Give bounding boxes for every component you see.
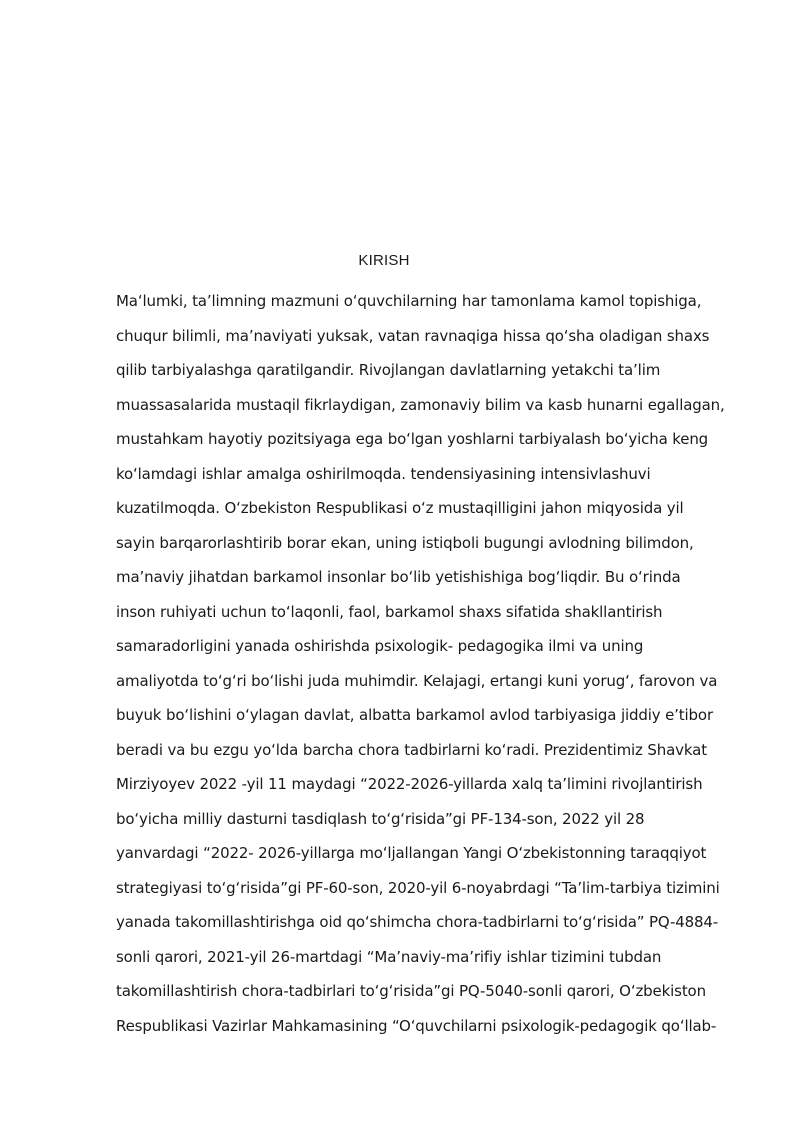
text-line: Respublikasi Vazirlar Mahkamasining “Oʻquvchilarni psixologik-pedagogik qoʻllab-: [116, 1016, 717, 1035]
section-heading: KIRISH: [358, 252, 410, 269]
text-line: strategiyasi toʻgʻrisida”gi PF-60-son, 2020-yil 6-noyabrdagi “Taʼlim-tarbiya tizimini: [116, 878, 720, 897]
text-line: samaradorligini yanada oshirishda psixologik- pedagogika ilmi va uning: [116, 637, 644, 655]
text-line: Mirziyoyev 2022 -yil 11 maydagi “2022-2026-yillarda xalq taʼlimini rivojlantirish: [116, 775, 703, 793]
text-line: takomillashtirish chora-tadbirlari toʻgʻrisida”gi PQ-5040-sonli qarori, Oʻzbekiston: [116, 982, 706, 1000]
text-line: maʼnaviy jihatdan barkamol insonlar boʻlib yetishishiga bogʻliqdir. Bu oʻrinda: [116, 568, 681, 586]
text-line: sonli qarori, 2021-yil 26-martdagi “Maʼnaviy-maʼrifiy ishlar tizimini tubdan: [116, 947, 662, 966]
text-line: sayin barqarorlashtirib borar ekan, uning istiqboli bugungi avlodning bilimdon,: [116, 533, 694, 552]
body-paragraph: [116, 284, 746, 1043]
text-line: yanada takomillashtirishga oid qoʻshimcha chora-tadbirlarni toʻgʻrisida” PQ-4884-: [116, 913, 719, 931]
text-line: yanvardagi “2022- 2026-yillarga moʻljallangan Yangi Oʻzbekistonning taraqqiyot: [116, 844, 707, 862]
text-line: beradi va bu ezgu yoʻlda barcha chora tadbirlarni koʻradi. Prezidentimiz Shavkat: [116, 740, 707, 759]
text-line: muassasalarida mustaqil fikrlaydigan, zamonaviy bilim va kasb hunarni egallagan,: [116, 395, 725, 414]
text-line: amaliyotda toʻgʻri boʻlishi juda muhimdir. Kelajagi, ertangi kuni yorugʻ, farovon va: [116, 671, 718, 690]
text-line: kuzatilmoqda. Oʻzbekiston Respublikasi oʻz mustaqilligini jahon miqyosida yil: [116, 499, 684, 517]
text-line: qilib tarbiyalashga qaratilgandir. Rivojlangan davlatlarning yetakchi taʼlim: [116, 361, 661, 379]
text-line: buyuk boʻlishini oʻylagan davlat, albatta barkamol avlod tarbiyasiga jiddiy eʼtibor: [116, 706, 713, 724]
text-line: koʻlamdagi ishlar amalga oshirilmoqda. tendensiyasining intensivlashuvi: [116, 464, 651, 483]
text-line: inson ruhiyati uchun toʻlaqonli, faol, barkamol shaxs sifatida shakllantirish: [116, 602, 663, 621]
text-line: Maʻlumki, taʼlimning mazmuni oʻquvchilarning har tamonlama kamol topishiga,: [116, 292, 702, 310]
text-line: boʻyicha milliy dasturni tasdiqlash toʻgʻrisida”gi PF-134-son, 2022 yil 28: [116, 809, 645, 828]
text-line: chuqur bilimli, maʼnaviyati yuksak, vatan ravnaqiga hissa qoʻsha oladigan shaxs: [116, 326, 710, 345]
text-line: mustahkam hayotiy pozitsiyaga ega boʻlgan yoshlarni tarbiyalash boʻyicha keng: [116, 430, 709, 448]
